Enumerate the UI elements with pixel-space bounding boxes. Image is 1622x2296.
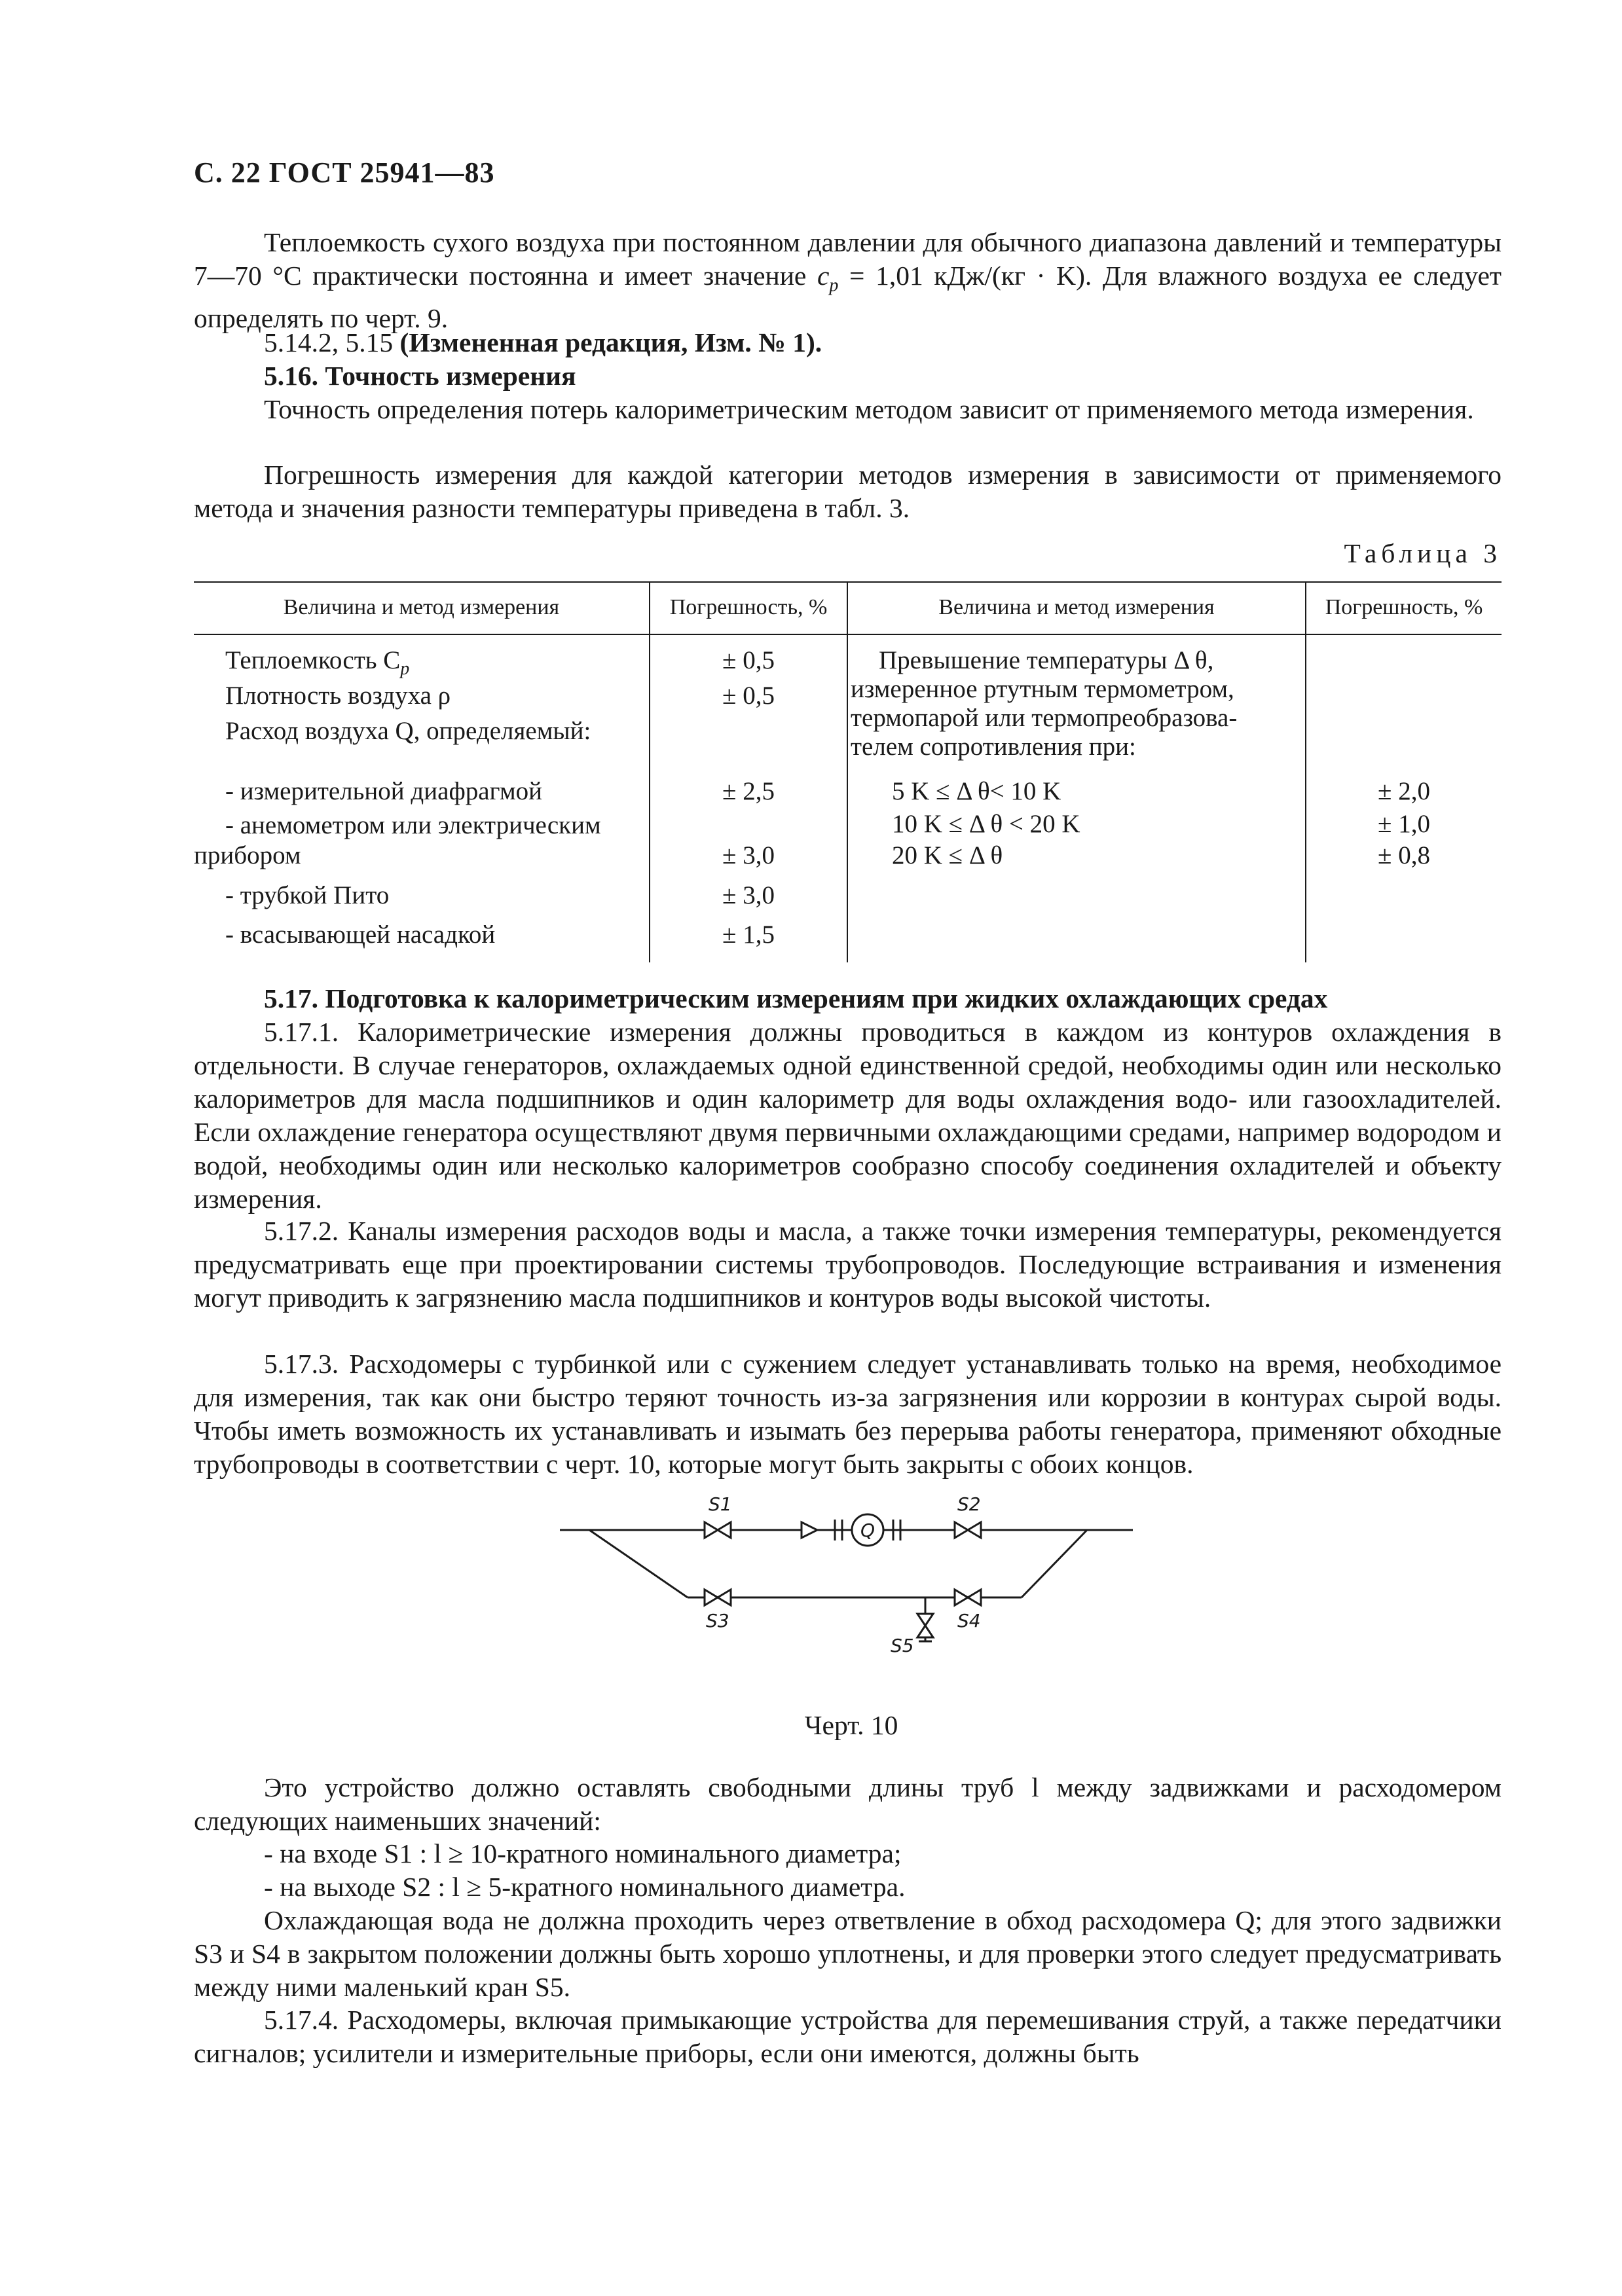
paragraph-heat-capacity: Теплоемкость сухого воздуха при постоянном давлении для обычного диапазона давлений и температуры 7—70 °С практически постоянна и имеет значение $c_p = 1,01$ кДж/(кг · K). Для влажного воздуха ее следует определять по черт. 9. — [194, 227, 1502, 334]
flow-arrow-icon — [802, 1522, 817, 1538]
table-value: ± 2,0 — [1378, 777, 1430, 805]
valve-s4-icon — [968, 1590, 981, 1605]
table-cell-air-flow: Расход воздуха Q, определяемый: — [225, 717, 591, 745]
paragraph-accuracy: Точность определения потерь калориметрическим методом зависит от применяемого метода измерения. — [264, 394, 1474, 424]
paragraph-error-reference: Погрешность измерения для каждой категории методов измерения в зависимости от применяемого метода и значения разности температуры приведена в табл. 3. — [194, 460, 1502, 523]
table-header-error-left: Погрешность, % — [669, 595, 828, 619]
table-cell-temp-rise: Превышение температуры Δ θ, — [879, 646, 1214, 674]
section-title-516: 5.16. Точность измерения — [264, 361, 576, 391]
table-3 — [194, 581, 1502, 962]
table-cell-range: 20 K ≤ Δ θ — [892, 841, 1003, 869]
table-cell-temp-rise: измеренное ртутным термометром, — [851, 675, 1234, 703]
label-s2: S2 — [957, 1496, 981, 1515]
valve-s2-icon — [955, 1522, 968, 1538]
table-header-quantity-left: Величина и метод измерения — [283, 595, 560, 619]
paragraph-5172: 5.17.2. Каналы измерения расходов воды и масла, а также точки измерения температуры, рекомендуется предусматривать еще при проектировании системы трубопроводов. Последующие встраивания и изменения могут приводить к загрязнению масла подшипников и контуров воды высокой чистоты. — [194, 1216, 1502, 1313]
table-cell-instrument: прибором — [194, 841, 301, 869]
table-value: ± 0,8 — [1378, 841, 1430, 869]
table-value: ± 1,0 — [1378, 810, 1430, 838]
paragraph-5173: 5.17.3. Расходомеры с турбинкой или с сужением следует устанавливать только на время, необходимое для измерения, так как они быстро теряют точность из-за загрязнения или коррозии в контурах сырой воды. Чтобы иметь возможность их устанавливать и изымать без перерыва работы генератора, применяют обходные трубопроводы в соответствии с черт. 10, которые могут быть закрыты с обоих концов. — [194, 1349, 1502, 1479]
amendment-note: 5.14.2, 5.15 (Измененная редакция, Изм. № 1). — [264, 327, 822, 357]
table-value: ± 2,5 — [722, 777, 775, 805]
label-q: Q — [860, 1520, 876, 1541]
valve-s1-icon — [705, 1522, 718, 1538]
paragraph-5171: 5.17.1. Калориметрические измерения должны проводиться в каждом из контуров охлаждения в отдельности. В случае генераторов, охлаждаемых одной единственной средой, необходимы один или несколько калориметров для масла подшипников и один калориметр для воды охлаждения водо- или газоохладителей. Если охлаждение генератора осуществляют двумя первичными охлаждающими средами, например водородом и водой, необходимы один или несколько калориметров сообразно способу соединения охладителей и объекту измерения. — [194, 1017, 1502, 1214]
valve-s5-icon — [917, 1626, 933, 1637]
table-cell-temp-rise: термопарой или термопреобразова- — [851, 704, 1238, 732]
table-value: ± 1,5 — [722, 920, 775, 949]
table-value: ± 0,5 — [722, 682, 775, 710]
paragraph-5174: 5.17.4. Расходомеры, включая примыкающие устройства для перемешивания струй, а также передатчики сигналов; усилители и измерительные приборы, если они имеются, должны быть — [194, 2005, 1502, 2068]
figure-caption: Черт. 10 — [804, 1710, 898, 1740]
table-cell-air-density: Плотность воздуха ρ — [225, 682, 451, 710]
paragraph-bypass-valves: Охлаждающая вода не должна проходить через ответвление в обход расходомера Q; для этого задвижки S3 и S4 в закрытом положении должны быть хорошо уплотнены, и для проверки этого следует предусматривать между ними маленький кран S5. — [194, 1905, 1502, 2002]
table-header-error-right: Погрешность, % — [1325, 595, 1483, 619]
valve-s3-icon — [718, 1590, 731, 1605]
table-value: ± 0,5 — [722, 646, 775, 674]
table-cell-range: 10 K ≤ Δ θ < 20 K — [892, 810, 1080, 838]
bypass-pipe-diagram — [557, 1496, 1146, 1692]
label-s5: S5 — [891, 1635, 914, 1656]
label-s4: S4 — [957, 1610, 981, 1631]
table-cell-range: 5 K ≤ Δ θ< 10 K — [892, 777, 1061, 805]
table-cell-orifice: - измерительной диафрагмой — [225, 777, 543, 805]
valve-s2-icon — [968, 1522, 981, 1538]
list-item-outlet: - на выходе S2 : l ≥ 5-кратного номинального диаметра. — [264, 1872, 906, 1902]
page-header: С. 22 ГОСТ 25941—83 — [194, 156, 495, 189]
table-value: ± 3,0 — [722, 881, 775, 909]
valve-s4-icon — [955, 1590, 968, 1605]
table-cell-anemometer: - анемометром или электрическим — [225, 811, 601, 839]
table-cell-heat-capacity: Теплоемкость $C_p$ — [225, 646, 410, 679]
table-header-quantity-right: Величина и метод измерения — [938, 595, 1215, 619]
paragraph-pipe-lengths: Это устройство должно оставлять свободными длины труб l между задвижками и расходомером следующих наименьших значений: — [194, 1772, 1502, 1836]
valve-s1-icon — [718, 1522, 731, 1538]
table-caption: Таблица 3 — [1344, 538, 1502, 568]
label-s1: S1 — [709, 1496, 732, 1515]
list-item-inlet: - на входе S1 : l ≥ 10-кратного номинального диаметра; — [264, 1838, 902, 1868]
valve-s3-icon — [705, 1590, 718, 1605]
table-value: ± 3,0 — [722, 841, 775, 869]
section-title-517: 5.17. Подготовка к калориметрическим измерениям при жидких охлаждающих средах — [264, 983, 1328, 1013]
table-cell-suction-nozzle: - всасывающей насадкой — [225, 920, 496, 949]
label-s3: S3 — [706, 1610, 729, 1631]
table-cell-temp-rise: телем сопротивления при: — [851, 733, 1136, 761]
table-cell-pitot: - трубкой Пито — [225, 881, 390, 909]
